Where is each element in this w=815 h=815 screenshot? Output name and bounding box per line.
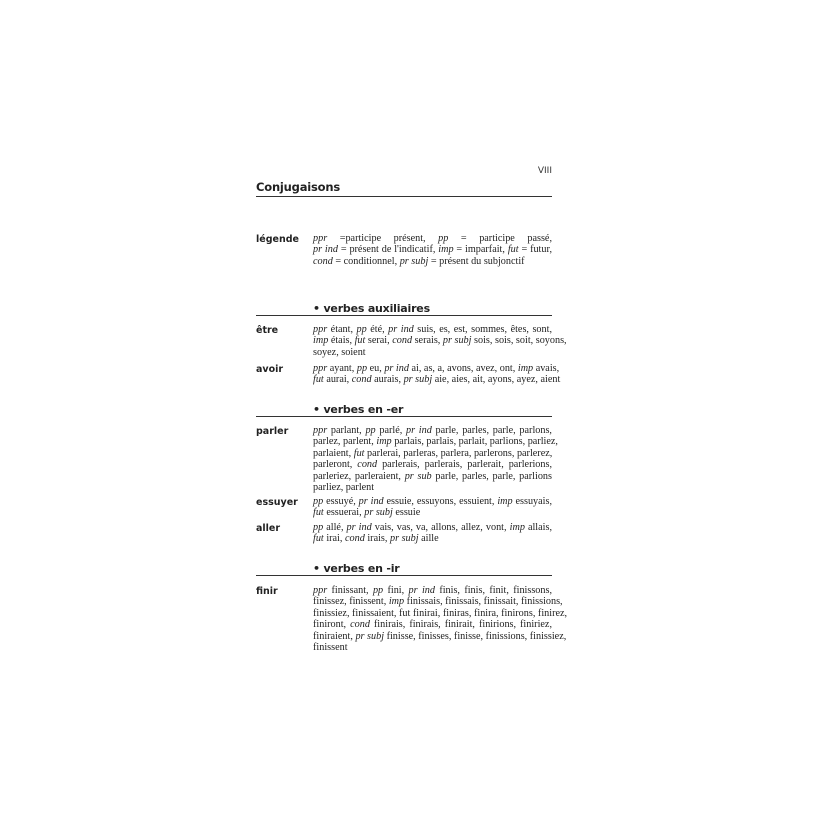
verb-forms: finirais, finirais, finirait, finirions, finiriez, — [369, 619, 553, 631]
tense-abbreviation: pr subj — [399, 255, 429, 267]
verb-forms: finissant, — [327, 585, 373, 596]
tense-abbreviation: fut — [313, 374, 324, 386]
verb-forms: avais, — [533, 363, 560, 374]
section-heading: • verbes auxiliaires — [313, 302, 430, 315]
conjugation-text — [313, 363, 561, 386]
verb-forms: parlaient, — [313, 447, 354, 459]
verb-forms: finiraient, — [313, 630, 356, 642]
text-line — [313, 374, 561, 386]
tense-abbreviation: imp — [509, 522, 525, 533]
text-line — [313, 324, 552, 335]
verb-forms: ayant, — [327, 363, 357, 374]
verb-forms: essuyais, — [512, 496, 552, 507]
title-rule — [256, 196, 552, 197]
verb-forms: =participe présent, — [327, 233, 439, 244]
tense-abbreviation: fut — [354, 335, 366, 347]
verb-forms: parleront, — [313, 459, 358, 471]
tense-abbreviation: ppr — [313, 425, 328, 436]
verb-forms: essuyé, — [323, 496, 359, 507]
page-title: Conjugaisons — [256, 180, 340, 194]
tense-abbreviation: fut — [353, 447, 365, 459]
verb-label: finir — [256, 586, 278, 597]
text-line — [313, 244, 552, 255]
tense-abbreviation: pr subj — [442, 335, 472, 347]
tense-abbreviation: pp — [313, 496, 324, 507]
verb-forms: fini, — [383, 585, 409, 596]
verb-label: essuyer — [256, 497, 298, 508]
tense-abbreviation: cond — [392, 335, 413, 347]
verb-forms: aurai, — [323, 374, 352, 386]
conjugation-text — [313, 522, 552, 545]
verb-forms: parlé, — [375, 425, 407, 436]
tense-abbreviation: pr ind — [408, 585, 435, 596]
text-line — [313, 363, 560, 374]
page-number: VIII — [537, 166, 552, 176]
verb-forms: aille — [418, 533, 439, 545]
conjugation-text — [313, 585, 568, 654]
text-line — [313, 607, 568, 619]
tense-abbreviation: pr ind — [313, 244, 338, 256]
tense-abbreviation: pr subj — [364, 507, 393, 519]
tense-abbreviation: fut — [507, 244, 519, 256]
verb-forms: soyez, soient — [313, 346, 366, 358]
verb-forms: essuerai, — [323, 507, 365, 519]
verb-forms: = conditionnel, — [332, 255, 400, 267]
section-heading: • verbes en -ir — [313, 562, 400, 575]
text-line — [313, 507, 552, 518]
tense-abbreviation: pp — [356, 324, 367, 335]
text-line — [313, 425, 552, 436]
text-line — [313, 448, 552, 459]
verb-forms: ai, as, a, avons, avez, ont, — [408, 363, 518, 374]
verb-label: avoir — [256, 364, 284, 375]
conjugation-text — [313, 496, 552, 519]
text-line — [313, 482, 552, 493]
verb-label: légende — [256, 234, 299, 245]
text-line — [313, 347, 552, 358]
verb-forms: parlez, parlent, — [313, 436, 377, 448]
text-line — [313, 471, 552, 482]
verb-forms: irai, — [323, 533, 345, 545]
verb-label: aller — [256, 523, 281, 534]
verb-forms: parleriez, parleraient, — [313, 470, 405, 482]
section-rule — [256, 575, 552, 576]
tense-abbreviation: pr subj — [403, 374, 433, 386]
tense-abbreviation: fut — [313, 507, 324, 519]
verb-forms: étant, — [327, 324, 357, 335]
tense-abbreviation: pp — [313, 522, 324, 533]
verb-forms: parle, parles, parle, parlions — [431, 470, 552, 482]
text-line — [313, 585, 552, 596]
conjugation-text — [313, 324, 567, 358]
verb-forms: vais, vas, va, allons, allez, vont, — [371, 522, 510, 533]
verb-forms: = présent de l'indicatif, — [337, 244, 439, 256]
verb-forms: parliez, parlent — [313, 482, 375, 494]
text-line — [313, 596, 563, 608]
conjugation-text — [313, 233, 552, 267]
tense-abbreviation: pr subj — [355, 630, 385, 642]
tense-abbreviation: pp — [365, 425, 376, 436]
verb-forms: finissiez, finissaient, fut finirai, finiras, finira, finirons, finirez, — [313, 607, 568, 619]
verb-forms: étais, — [328, 335, 355, 347]
verb-forms: sois, sois, soit, soyons, — [471, 335, 567, 347]
verb-forms: parlais, parlais, parlait, parlions, parliez, — [391, 436, 558, 448]
verb-forms: irais, — [364, 533, 390, 545]
tense-abbreviation: pr subj — [389, 533, 419, 545]
text-line — [313, 459, 552, 470]
text-line — [313, 619, 552, 630]
verb-forms: serais, — [412, 335, 443, 347]
tense-abbreviation: pr ind — [384, 363, 409, 374]
tense-abbreviation: imp — [438, 244, 454, 256]
tense-abbreviation: pr ind — [358, 496, 384, 507]
verb-forms: été, — [366, 324, 389, 335]
tense-abbreviation: pr ind — [346, 522, 372, 533]
text-line — [313, 533, 552, 544]
tense-abbreviation: pp — [438, 233, 449, 244]
section-rule — [256, 416, 552, 417]
tense-abbreviation: pp — [356, 363, 368, 374]
text-line — [313, 642, 552, 653]
tense-abbreviation: cond — [351, 374, 372, 386]
text-line — [313, 630, 567, 642]
tense-abbreviation: ppr — [313, 324, 328, 335]
verb-forms: serai, — [365, 335, 393, 347]
verb-forms: parlant, — [327, 425, 366, 436]
tense-abbreviation: cond — [344, 533, 365, 545]
verb-forms: allé, — [323, 522, 347, 533]
tense-abbreviation: cond — [313, 255, 333, 267]
verb-forms: aie, aies, ait, ayons, ayez, aient — [432, 374, 561, 386]
verb-forms: finissais, finissais, finissait, finissions, — [404, 596, 563, 608]
tense-abbreviation: imp — [497, 496, 513, 507]
verb-forms: parlerai, parleras, parlera, parlerons, parlerez, — [364, 447, 553, 459]
text-line — [313, 256, 552, 267]
verb-forms: essuie, essuyons, essuient, — [383, 496, 498, 507]
tense-abbreviation: imp — [517, 363, 534, 374]
verb-forms: suis, es, est, sommes, êtes, sont, — [413, 324, 552, 335]
text-line — [313, 335, 567, 347]
text-line — [313, 436, 558, 448]
text-line — [313, 233, 552, 244]
tense-abbreviation: pr ind — [388, 324, 414, 335]
tense-abbreviation: ppr — [313, 585, 328, 596]
text-line — [313, 522, 552, 533]
verb-forms: finissez, finissent, — [313, 596, 389, 608]
tense-abbreviation: imp — [313, 335, 329, 347]
verb-forms: = imparfait, — [453, 244, 508, 256]
tense-abbreviation: ppr — [313, 363, 328, 374]
section-heading: • verbes en -er — [313, 403, 404, 416]
section-rule — [256, 315, 552, 316]
verb-forms: = participe passé, — [448, 233, 552, 244]
tense-abbreviation: pr sub — [404, 470, 432, 482]
tense-abbreviation: imp — [388, 596, 405, 608]
verb-forms: finissent — [313, 642, 348, 654]
verb-forms: allais, — [524, 522, 553, 533]
verb-forms: aurais, — [371, 374, 404, 386]
verb-forms: essuie — [392, 507, 421, 519]
verb-label: être — [256, 325, 279, 336]
tense-abbreviation: pr ind — [406, 425, 432, 436]
tense-abbreviation: cond — [350, 619, 370, 631]
verb-forms: parlerais, parlerais, parlerait, parlerions, — [377, 459, 552, 471]
verb-forms: = présent du subjonctif — [428, 255, 525, 267]
verb-forms: = futur, — [518, 244, 553, 256]
verb-forms: finisse, finisses, finisse, finissions, finissiez, — [384, 630, 567, 642]
tense-abbreviation: imp — [376, 436, 392, 448]
verb-forms: finis, finis, finit, finissons, — [434, 585, 552, 596]
verb-forms: finiront, — [313, 619, 351, 631]
text-line — [313, 496, 552, 507]
verb-label: parler — [256, 426, 289, 437]
verb-forms: eu, — [367, 363, 385, 374]
tense-abbreviation: pp — [372, 585, 384, 596]
conjugation-text — [313, 425, 558, 494]
verb-forms: parle, parles, parle, parlons, — [431, 425, 552, 436]
tense-abbreviation: fut — [313, 533, 324, 545]
tense-abbreviation: ppr — [313, 233, 328, 244]
tense-abbreviation: cond — [357, 459, 378, 471]
